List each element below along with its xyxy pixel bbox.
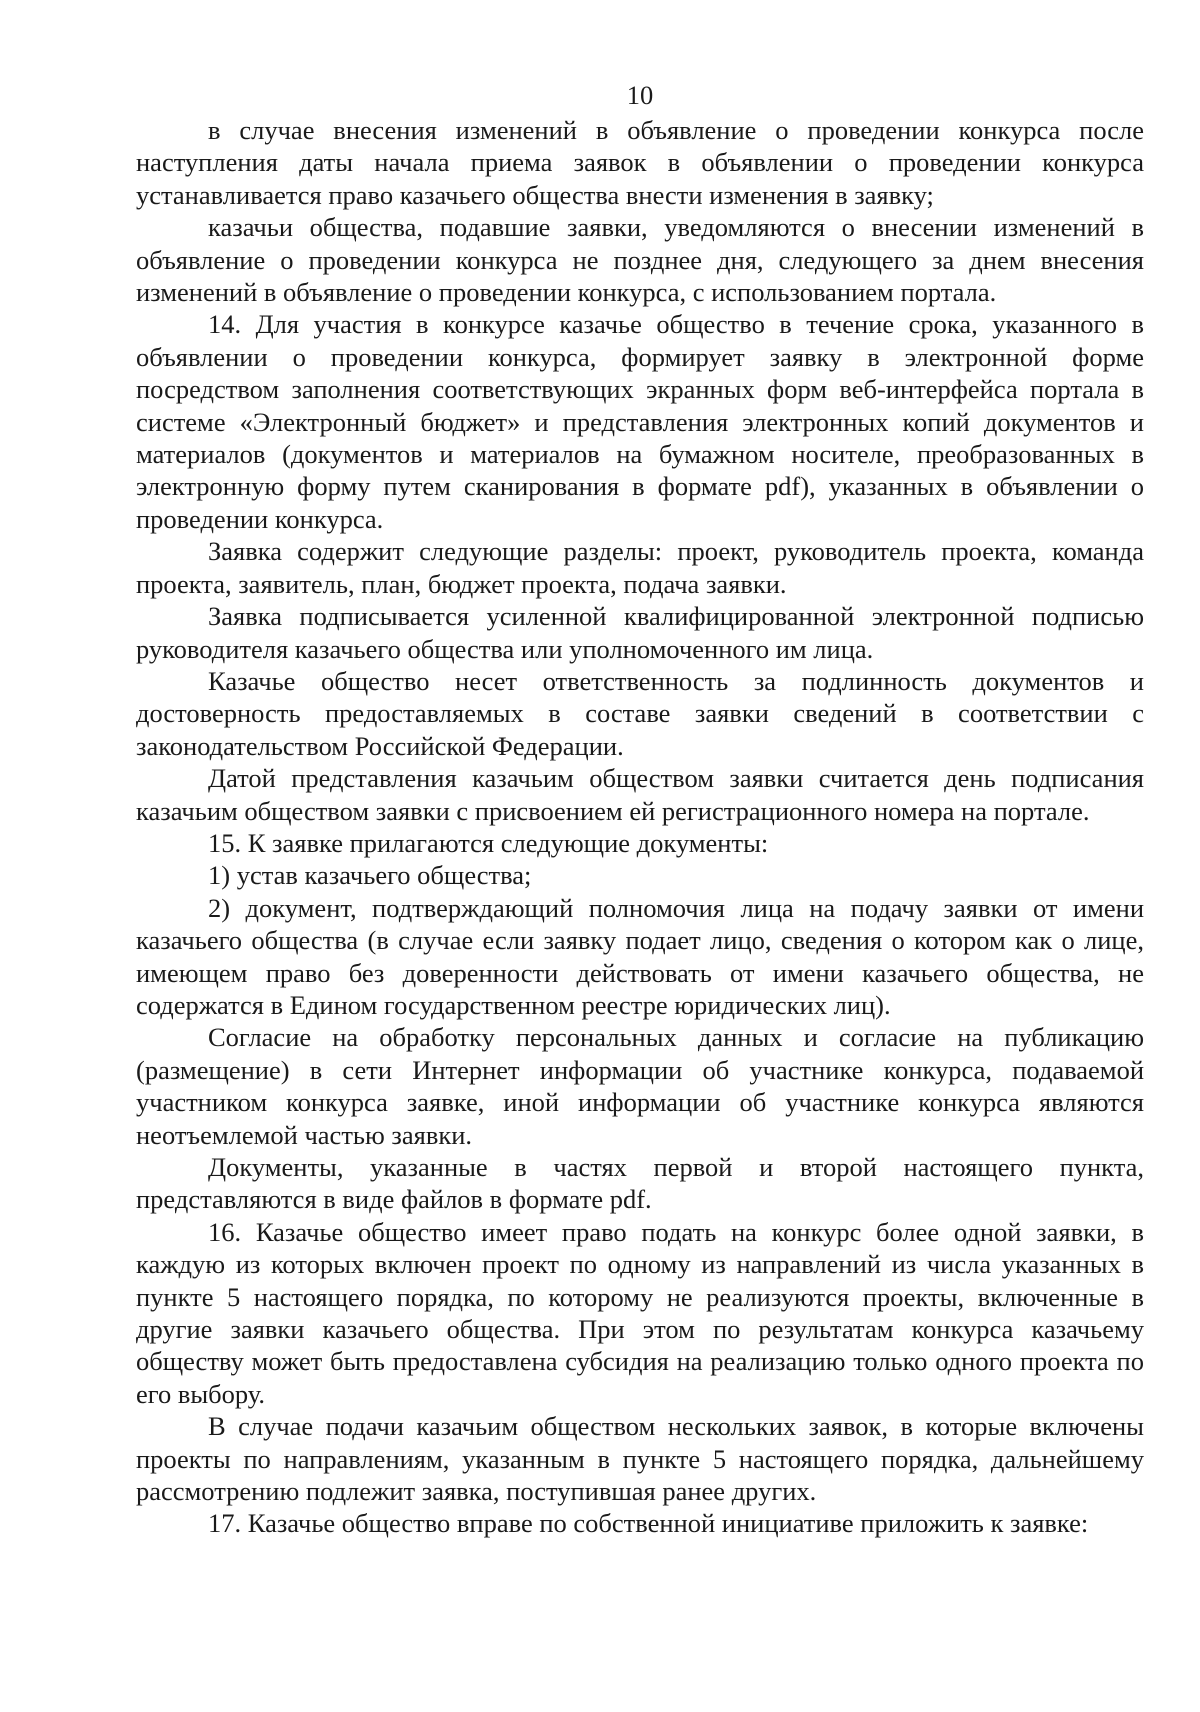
page-number: 10 — [626, 80, 654, 110]
paragraph-item-16: 16. Казачье общество имеет право подать на конкурс более одной заявки, в каждую из которых включен проект по одному из направлений из числа указанных в пункте 5 настоящего порядка, по которому не реализуются проекты, включенные в другие заявки казачьего общества. При этом по результатам конкурса казачьему обществу может быть предоставлена субсидия на реализацию только одного проекта по его выбору. — [136, 1216, 1144, 1409]
paragraph-item-17: 17. Казачье общество вправе по собственной инициативе приложить к заявке: — [208, 1508, 1089, 1539]
document-page — [136, 78, 1144, 1540]
paragraph-notification: казачьи общества, подавшие заявки, уведомляются о внесении изменений в объявление о проведении конкурса не позднее дня, следующего за днем внесения изменений в объявление о проведении конкурса, с использованием портала. — [136, 212, 1144, 308]
paragraph-responsibility: Казачье общество несет ответственность за подлинность документов и достоверность предоставляемых в составе заявки сведений в соответствии с законодательством Российской Федерации. — [136, 665, 1144, 761]
paragraph-consent: Согласие на обработку персональных данных и согласие на публикацию (размещение) в сети Интернет информации об участнике конкурса, подаваемой участником конкурса заявке, иной информации об участнике конкурса являются неотъемлемой частью заявки. — [136, 1022, 1144, 1150]
list-item-charter: 1) устав казачьего общества; — [208, 860, 532, 891]
paragraph-application-sections: Заявка содержит следующие разделы: проект, руководитель проекта, команда проекта, заявитель, план, бюджет проекта, подача заявки. — [136, 536, 1144, 599]
paragraph-amendment-right: в случае внесения изменений в объявление о проведении конкурса после наступления даты начала приема заявок в объявлении о проведении конкурса устанавливается право казачьего общества внести изменения в заявку; — [136, 115, 1144, 210]
list-item-authority-document: 2) документ, подтверждающий полномочия лица на подачу заявки от имени казачьего общества (в случае если заявку подает лицо, сведения о котором как о лице, имеющем право без доверенности действовать от имени казачьего общества, не содержатся в Едином государственном реестре юридических лиц). — [136, 892, 1144, 1020]
paragraph-item-15: 15. К заявке прилагаются следующие документы: — [208, 827, 769, 858]
paragraph-pdf-format: Документы, указанные в частях первой и второй настоящего пункта, представляются в виде файлов в формате pdf. — [136, 1152, 1144, 1215]
paragraph-multiple-applications: В случае подачи казачьим обществом нескольких заявок, в которые включены проекты по направлениям, указанным в пункте 5 настоящего порядка, дальнейшему рассмотрению подлежит заявка, поступившая ранее других. — [136, 1411, 1144, 1507]
paragraph-signature: Заявка подписывается усиленной квалифицированной электронной подписью руководителя казачьего общества или уполномоченного им лица. — [136, 601, 1144, 664]
paragraph-submission-date: Датой представления казачьим обществом заявки считается день подписания казачьим обществом заявки с присвоением ей регистрационного номера на портале. — [136, 763, 1144, 826]
paragraph-item-14: 14. Для участия в конкурсе казачье общество в течение срока, указанного в объявлении о проведении конкурса, формирует заявку в электронной форме посредством заполнения соответствующих экранных форм веб-интерфейса портала в системе «Электронный бюджет» и представления электронных копий документов и материалов (документов и материалов на бумажном носителе, преобразованных в электронную форму путем сканирования в формате pdf), указанных в объявлении о проведении конкурса. — [136, 309, 1144, 534]
